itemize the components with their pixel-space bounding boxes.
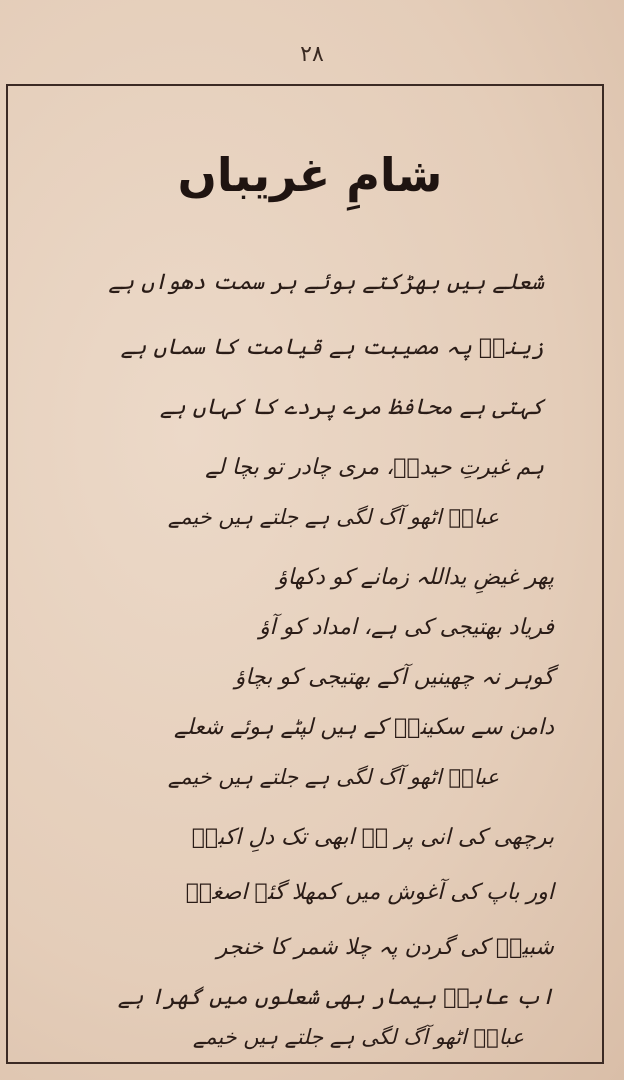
verse-line: اور باپ کی آغوش میں کمھلا گئے اصغرؑ <box>185 880 554 905</box>
verse-line: برچھی کی انی پر ہے ابھی تک دلِ اکبرؑ <box>191 825 554 850</box>
refrain-line: عباسؑ اٹھو آگ لگی ہے جلتے ہیں خیمے <box>167 765 499 789</box>
verse-line: پھر غیضِ یداللہ زمانے کو دکھاؤ <box>277 565 554 590</box>
verse-line: کہتی ہے محافظ مرے پردے کا کہاں ہے <box>159 395 544 420</box>
verse-line: ہم غیرتِ حیدرؑ، مری چادر تو بچا لے <box>205 455 544 480</box>
poem-title: شامِ غریباں <box>177 148 443 202</box>
refrain-line: عباسؑ اٹھو آگ لگی ہے جلتے ہیں خیمے <box>167 505 499 529</box>
refrain-line: عباسؑ اٹھو آگ لگی ہے جلتے ہیں خیمے <box>192 1025 524 1049</box>
verse-line: فریاد بھتیجی کی ہے، امداد کو آؤ <box>259 615 554 640</box>
verse-line: شعلے ہیں بھڑکتے ہوئے ہر سمت دھواں ہے <box>108 270 544 295</box>
verse-line: دامن سے سکینہؑ کے ہیں لپٹے ہوئے شعلے <box>174 715 554 740</box>
page-number: ۲۸ <box>300 42 324 67</box>
verse-line: شبیرؑ کی گردن پہ چلا شمر کا خنجر <box>216 935 554 960</box>
verse-line: گوہر نہ چھینیں آکے بھتیجی کو بچاؤ <box>234 665 554 690</box>
verse-line: زینبؑ پہ مصیبت ہے قیامت کا سماں ہے <box>120 335 544 360</box>
verse-line: اب عابدؑ بیمار بھی شعلوں میں گھرا ہے <box>117 985 554 1010</box>
